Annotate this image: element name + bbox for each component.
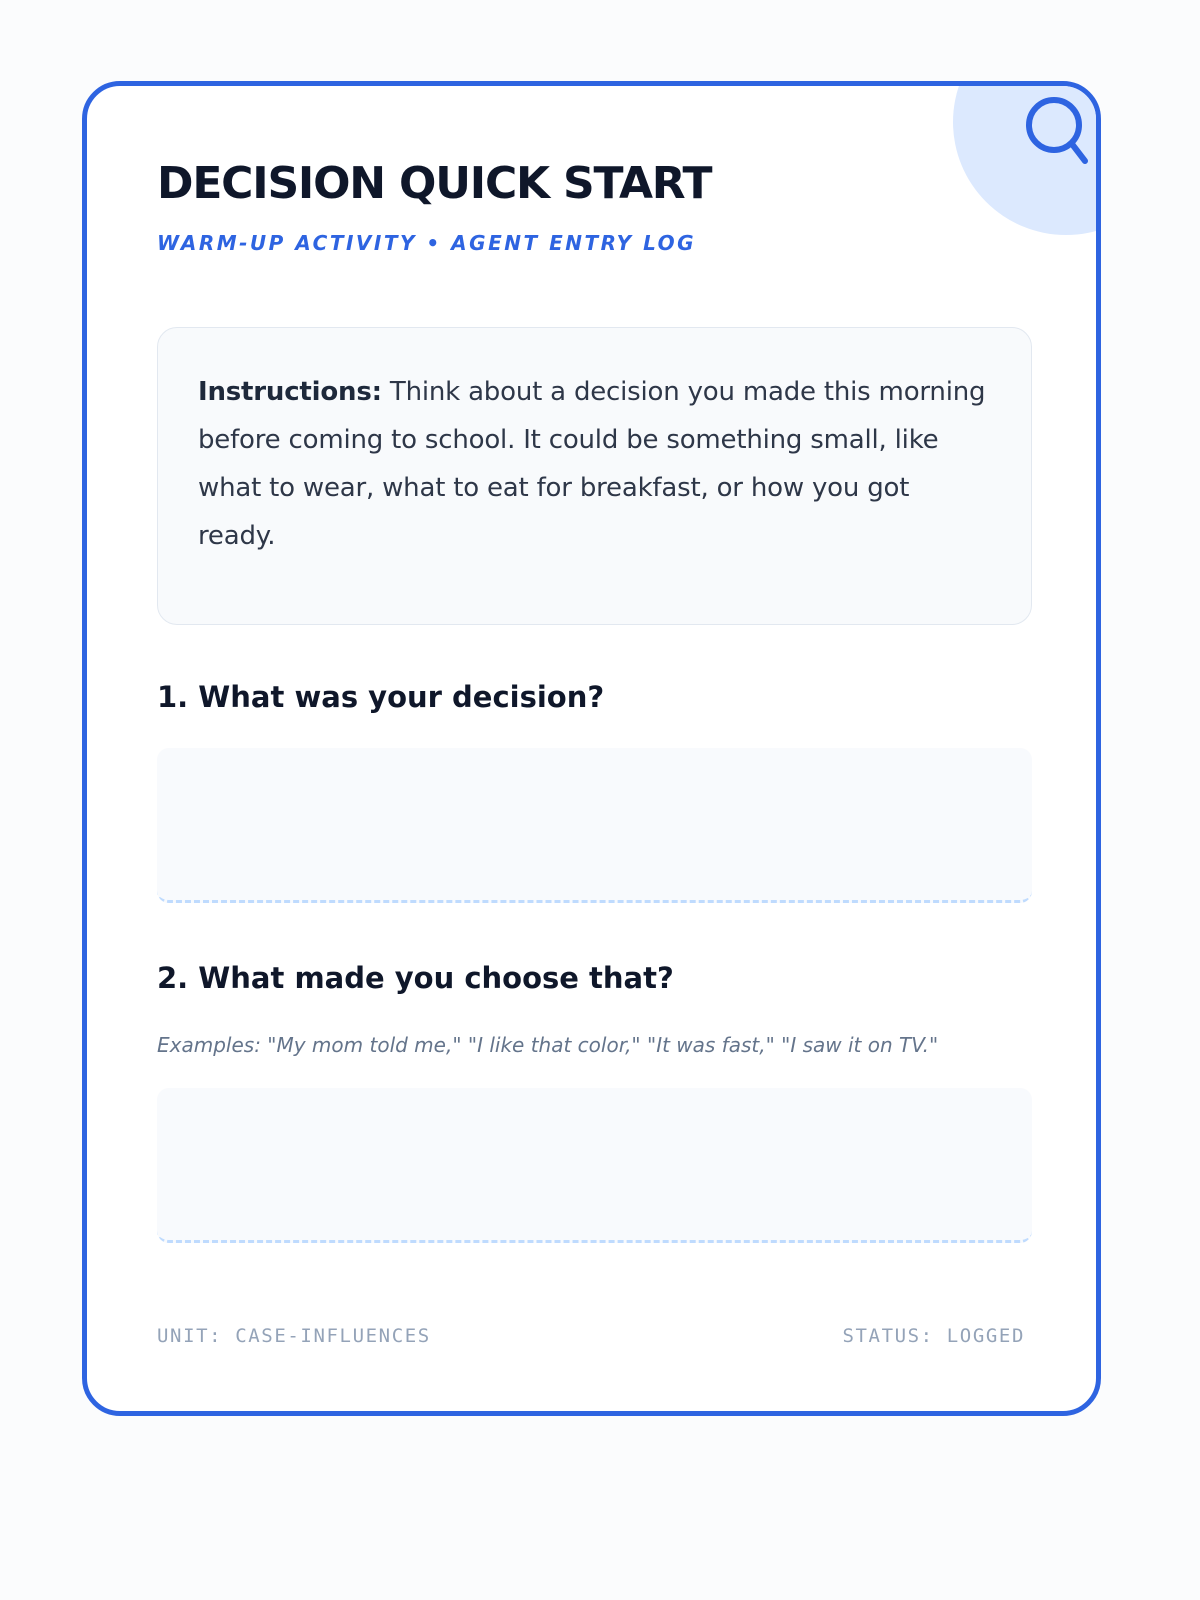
question-1-label: 1. What was your decision?: [157, 680, 605, 714]
instructions-panel: [157, 327, 1032, 625]
instructions-text: [198, 368, 993, 560]
worksheet-card: [82, 81, 1101, 1416]
page-subtitle: WARM-UP ACTIVITY • AGENT ENTRY LOG: [157, 231, 697, 255]
question-2-examples: Examples: "My mom told me," "I like that color," "It was fast," "I saw it on TV.": [157, 1033, 939, 1057]
instructions-label: Instructions:: [198, 377, 382, 407]
unit-label: UNIT: CASE-INFLUENCES: [157, 1325, 431, 1347]
answer-1-input[interactable]: [157, 748, 1032, 903]
page-title: DECISION QUICK START: [157, 158, 712, 209]
answer-2-input[interactable]: [157, 1088, 1032, 1243]
instructions-body: Think about a decision you made this morning before coming to school. It could be something small, like what to wear, what to eat for breakfast, or how you got ready.: [198, 377, 986, 551]
question-2-label: 2. What made you choose that?: [157, 961, 674, 995]
search-icon: [1025, 95, 1091, 165]
status-label: STATUS: LOGGED: [842, 1325, 1025, 1347]
